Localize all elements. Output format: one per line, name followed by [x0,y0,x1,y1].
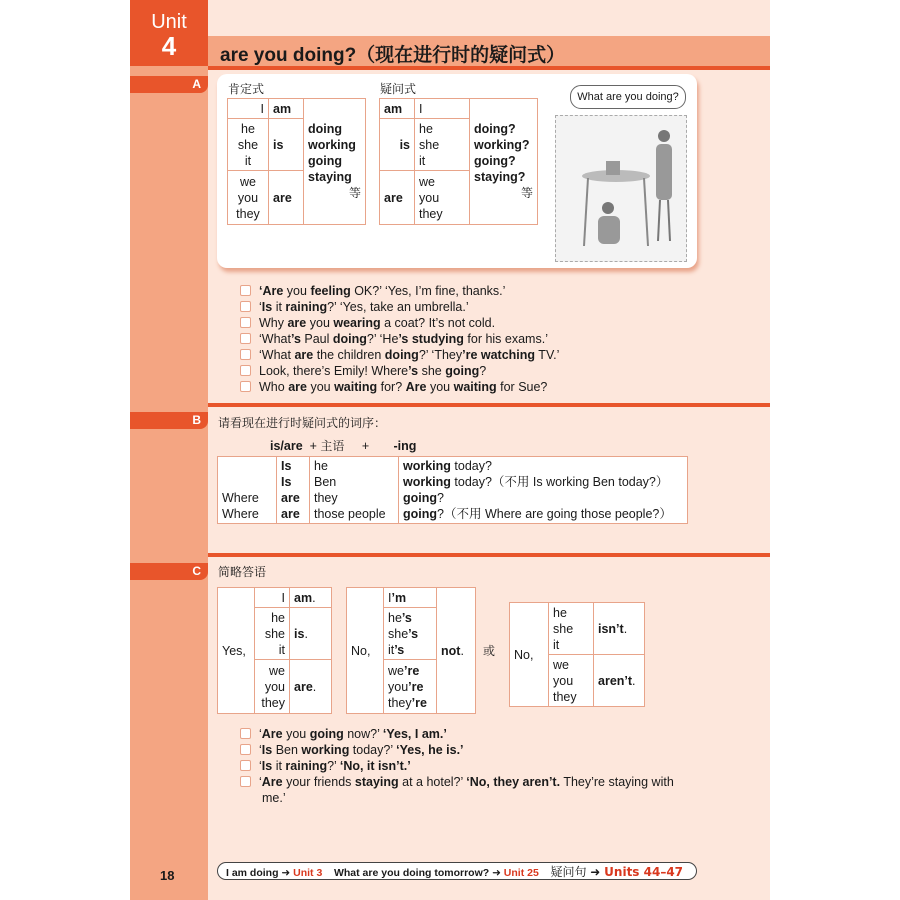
no2-isnt: isn’t [598,621,624,636]
no-she-s: ’s [408,626,419,641]
verb-working: working [308,138,356,152]
section-b-tab: B [130,412,208,429]
no2-label: No, [514,647,534,662]
no-he-s: ’s [401,610,412,625]
text-run: ‘ [259,300,262,314]
text-run: Paul [300,332,333,346]
verb-1: Is [281,459,292,473]
example-sentence [240,774,674,790]
example-sentence [240,315,495,331]
yes-is: is [294,626,305,641]
text-run: Are [261,727,283,741]
section-a-divider [208,66,770,70]
verb-staying: staying [308,170,352,184]
text-run: a coat? It’s not cold. [380,316,496,330]
text-run: waiting [453,380,497,394]
text-run: doing [384,348,419,362]
text-run: are [287,316,307,330]
yes-am: am [294,590,313,605]
no2-we: we [553,657,569,672]
checkbox-icon[interactable] [240,744,251,755]
text-run: ‘Are [259,284,284,298]
cell-it: it [244,153,252,168]
text-run: ?’ ‘They [418,348,463,362]
section-c-divider [208,553,770,557]
q-cell-we: we [419,174,435,189]
text-run: working [301,743,350,757]
example-sentence [240,742,464,758]
text-run: Are [405,380,427,394]
text-run: ➜ [281,867,294,879]
q-cell-i: I [419,101,423,116]
yes-they: they [261,695,285,710]
text-run: Is [261,759,273,773]
no-they: they [388,695,412,710]
q-cell-are: are [384,190,403,205]
q-cell-he: he [419,121,433,136]
verb-3: are [281,491,300,505]
left-sidebar [130,0,208,900]
unit-number: 4 [161,31,177,61]
text-run: you [282,727,310,741]
text-run: she [418,364,446,378]
q-verb-doing: doing? [474,122,516,136]
yes-label: Yes, [222,643,246,658]
or-label: 或 [483,644,496,658]
cell-we: we [240,174,256,189]
example-sentence [240,299,469,315]
cell-you: you [237,190,259,205]
verb-doing: doing [308,122,343,136]
yes-table: Yes, I am. he she it is. we you they are. [217,587,332,714]
q-verb-working: working? [474,138,530,152]
text-run: for? [377,380,406,394]
text-run: What are you doing tomorrow? [333,867,493,879]
text-run: ‘Yes, I am.’ [382,727,447,741]
etc-mark: 等 [348,186,361,200]
header-subject: 主语 [320,439,345,453]
cell-are: are [273,190,292,205]
checkbox-icon[interactable] [240,333,251,344]
yes-we: we [269,663,285,678]
text-run: ’s [408,364,419,378]
verb-going: going [308,154,343,168]
text-run: Unit 3 [293,867,323,879]
q-cell-you: you [419,190,440,205]
unit-title: are you doing?（现在进行时的疑问式） [220,45,566,66]
yes-he: he [271,610,285,625]
yes-she: she [264,626,285,641]
subject-1: he [314,459,328,473]
no-you: you [388,679,409,694]
page-number: 18 [160,868,175,883]
text-run: ‘ [259,759,262,773]
no-table: No, I’m not. he’s she’s it’s we’re you’re they’re [346,587,476,714]
no-you-re: ’re [408,679,424,694]
unit-word: Unit [151,11,187,33]
header-isare: is/are [270,439,303,453]
no-not: not [441,643,461,658]
verb-4: are [281,507,300,521]
no2-it: it [553,637,560,652]
q-etc-mark: 等 [520,186,533,200]
checkbox-icon[interactable] [240,285,251,296]
q-cell-it: it [419,153,426,168]
affirmative-table [227,98,366,225]
example-sentence [240,363,486,379]
text-run: you [306,380,335,394]
text-run: Why [259,316,288,330]
text-run: today? [450,459,492,473]
text-run: are [288,380,307,394]
text-run: OK?’ ‘Yes, I’m fine, thanks.’ [350,284,506,298]
text-run: are [294,348,314,362]
text-run: working [403,459,451,473]
no2-she: she [553,621,574,636]
text-run: working [403,475,451,489]
text-run: Units 44–47 [604,865,684,879]
ing-row [403,474,683,490]
text-run: TV.’ [535,348,560,362]
ing-column [399,457,688,524]
text-run: 疑问句 ➜ [550,865,605,879]
no-he: he [388,610,402,625]
q-cell-am: am [384,101,403,116]
text-run: ‘ [259,743,262,757]
where-1: Where [222,491,259,505]
yes-it: it [278,642,285,657]
cross-reference-bar [217,862,697,880]
checkbox-icon[interactable] [240,301,251,312]
text-run: I am doing [226,867,282,879]
text-run: ?（不用 Where are going those people?） [437,507,672,521]
text-run: today?（不用 Is working Ben today?） [450,475,669,489]
text-run: going [403,507,438,521]
header-plus2: + [361,439,370,453]
subject-2: Ben [314,475,337,489]
example-sentence [240,726,447,742]
cell-is: is [273,137,284,152]
header-plus1: + [309,439,317,453]
no-i-m: ’m [391,590,407,605]
cell-they: they [236,206,260,221]
text-run: now?’ [343,727,383,741]
checkbox-icon[interactable] [240,381,251,392]
subject-3: they [314,491,338,505]
no-i: I [388,590,392,605]
no-it: it [388,642,395,657]
checkbox-icon[interactable] [240,760,251,771]
text-run: ‘Yes, he is.’ [396,743,464,757]
text-run: Is [261,300,273,314]
text-run: ? [437,491,444,505]
text-run: ➜ [492,867,504,879]
ref-unit-3[interactable] [226,867,322,879]
example-continuation: me.’ [262,791,286,805]
text-run: raining [285,759,328,773]
speech-bubble: What are you doing? [570,85,686,109]
text-run: ?’ ‘He [366,332,399,346]
no-they-re: ’re [411,695,427,710]
q-cell-she: she [419,137,440,152]
checkbox-icon[interactable] [240,776,251,787]
no-we: we [388,663,404,678]
text-run: ? [479,364,487,378]
no-we-re: ’re [403,663,420,678]
text-run: going [403,491,438,505]
text-run: ‘What [259,332,291,346]
word-order-header [270,438,416,454]
text-run: ‘What [259,348,295,362]
section-b-intro: 请看现在进行时疑问式的词序： [218,416,387,430]
text-run: for his exams.’ [463,332,548,346]
text-run: you [426,380,454,394]
text-run: ‘No, they aren’t. [466,775,561,789]
section-b-divider [208,403,770,407]
no2-he: he [553,605,567,620]
no2-arent: aren’t [598,673,633,688]
text-run: Are [261,775,283,789]
ing-row [403,506,683,522]
yes-you: you [264,679,285,694]
text-run: staying [354,775,399,789]
text-run: the children [313,348,385,362]
text-run: Is [261,743,273,757]
section-c-intro: 简略答语 [218,565,267,579]
illustration-icon [556,116,686,261]
question-table [379,98,538,225]
text-run: at a hotel?’ [398,775,467,789]
yes-i: I [281,590,285,605]
checkbox-icon[interactable] [240,728,251,739]
text-run: raining [285,300,328,314]
text-run: ’s [290,332,301,346]
text-run: doing [332,332,367,346]
example-sentence [240,347,559,363]
text-run: Who [259,380,289,394]
text-run: Unit 25 [503,867,539,879]
text-run: ?’ ‘Yes, take an umbrella.’ [327,300,469,314]
text-run: going [309,727,344,741]
ref-unit-25[interactable] [334,867,539,879]
where-2: Where [222,507,259,521]
question-label: 疑问式 [380,82,417,96]
text-run: Ben [272,743,302,757]
text-run: They’re staying with [560,775,674,789]
text-run: going [445,364,480,378]
example-sentence [240,283,505,299]
no2-they: they [553,689,577,704]
yes-are: are [294,679,313,694]
text-run: ’s studying [398,332,464,346]
ing-row [403,490,683,506]
cell-he: he [241,121,255,136]
example-sentence [240,758,411,774]
ing-row [403,458,683,474]
text-run: feeling [310,284,351,298]
cell-she: she [237,137,259,152]
unit-badge [130,0,208,66]
text-run: you [306,316,334,330]
text-run: it [272,759,286,773]
text-run: you [283,284,311,298]
subject-4: those people [314,507,386,521]
text-run: it [272,300,286,314]
section-c-tab: C [130,563,208,580]
cell-am: am [273,101,292,116]
verb-2: Is [281,475,292,489]
no-it-s: ’s [394,642,405,657]
q-cell-is: is [399,137,410,152]
text-run: today?’ [349,743,397,757]
no2-you: you [553,673,574,688]
word-order-table [217,456,688,524]
q-cell-they: they [419,206,443,221]
checkbox-icon[interactable] [240,365,251,376]
q-verb-going: going? [474,154,516,168]
text-run: for Sue? [496,380,548,394]
cell-i: I [260,101,264,116]
ref-units-44-47[interactable] [550,865,683,879]
no-label: No, [351,643,371,658]
checkbox-icon[interactable] [240,349,251,360]
no-short-table: No, he she it isn’t. we you they aren’t. [509,602,645,707]
text-run: waiting [334,380,378,394]
text-run: ‘No, it isn’t.’ [339,759,411,773]
affirmative-label: 肯定式 [228,82,265,96]
text-run: wearing [333,316,381,330]
text-run: ’re watching [462,348,536,362]
example-sentence [240,379,547,395]
text-run: ?’ [327,759,340,773]
header-ing: -ing [393,439,417,453]
text-run: your friends [282,775,355,789]
text-run: ‘ [259,775,262,789]
text-run: Look, there’s Emily! Where [259,364,409,378]
section-a-tab: A [130,76,208,93]
no-she: she [388,626,409,641]
example-sentence [240,331,548,347]
text-run: ‘ [259,727,262,741]
checkbox-icon[interactable] [240,317,251,328]
q-verb-staying: staying? [474,170,526,184]
illustration-placeholder [555,115,687,262]
